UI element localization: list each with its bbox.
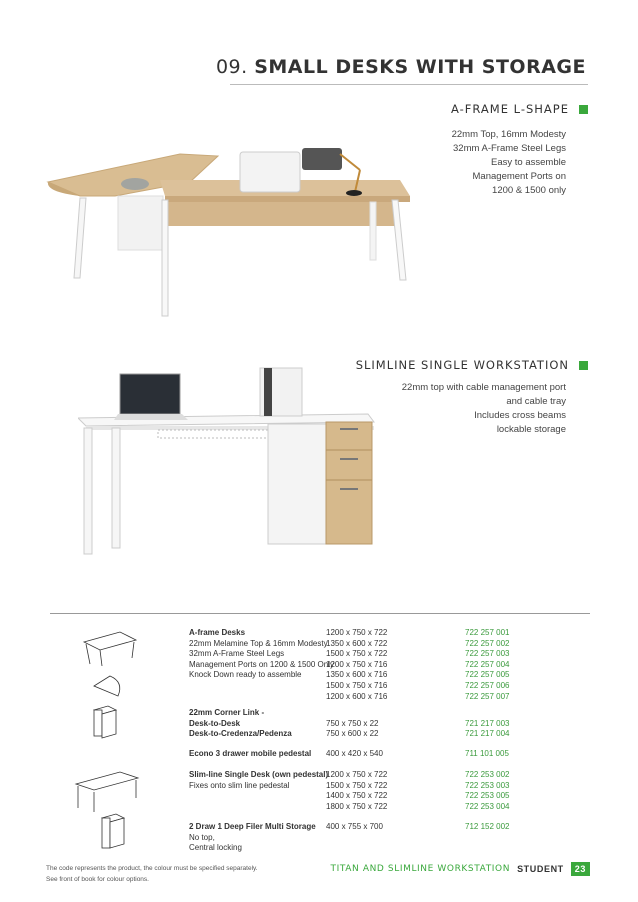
product-name: Desk-to-Credenza/Pedenza xyxy=(189,729,292,739)
size-cell: 1500 x 750 x 722 xyxy=(326,780,388,790)
table-group-corner-codes xyxy=(465,719,510,740)
code-cell: 722 257 003 xyxy=(465,649,510,659)
pedestal-thumbnail xyxy=(90,704,120,740)
feature-line: Includes cross beams xyxy=(474,410,566,421)
code-cell: 722 253 002 xyxy=(465,770,510,779)
table-group-slimline-codes xyxy=(465,770,510,812)
aframe-desk-thumbnail xyxy=(80,628,140,668)
table-group-pedestal-desc xyxy=(189,749,311,760)
section-heading-slimline xyxy=(356,358,588,372)
size-cell: 1500 x 750 x 722 xyxy=(326,649,388,659)
footer-note xyxy=(46,863,258,885)
aframe-desk-photo xyxy=(40,140,420,320)
product-spec: Central locking xyxy=(189,843,242,853)
product-spec: Knock Down ready to assemble xyxy=(189,670,302,680)
table-group-pedestal-size xyxy=(326,749,383,760)
code-cell: 721 217 003 xyxy=(465,718,510,728)
page-title xyxy=(216,56,586,78)
code-cell: 722 257 005 xyxy=(465,670,510,680)
footer-student-text: STUDENT xyxy=(517,864,564,874)
table-rule xyxy=(50,613,590,614)
table-group-corner-sizes xyxy=(326,719,378,740)
code-cell: 722 253 003 xyxy=(465,780,510,790)
footer-note-line: See front of book for colour options. xyxy=(46,876,149,883)
feature-line: Easy to assemble xyxy=(491,157,566,168)
feature-line: 1200 & 1500 only xyxy=(492,185,566,196)
section-heading-aframe xyxy=(451,102,588,116)
table-group-filer-code xyxy=(465,822,510,833)
product-spec: Fixes onto slim line pedestal xyxy=(189,780,290,790)
slimline-desk-thumbnail xyxy=(72,768,142,814)
size-cell: 750 x 750 x 22 xyxy=(326,718,379,728)
table-group-filer-desc xyxy=(189,822,316,854)
size-cell: 400 x 420 x 540 xyxy=(326,749,383,758)
size-cell: 1200 x 600 x 716 xyxy=(326,691,388,701)
product-name: A-frame Desks xyxy=(189,628,246,637)
code-cell: 722 257 002 xyxy=(465,638,510,648)
code-cell: 722 253 005 xyxy=(465,791,510,801)
slimline-features xyxy=(402,381,566,437)
title-rule xyxy=(230,84,588,85)
table-group-slimline-desc xyxy=(189,770,328,791)
size-cell: 1200 x 750 x 722 xyxy=(326,628,388,637)
code-cell: 722 257 004 xyxy=(465,659,510,669)
code-cell: 722 253 004 xyxy=(465,801,510,811)
feature-line: Management Ports on xyxy=(472,171,566,182)
product-name: 22mm Corner Link - xyxy=(189,708,265,717)
table-group-aframe-desc xyxy=(189,628,334,681)
table-group-pedestal-code xyxy=(465,749,509,760)
table-group-aframe-codes xyxy=(465,628,510,702)
green-square-icon xyxy=(579,105,588,114)
code-cell: 722 257 001 xyxy=(465,628,510,637)
slimline-desk-photo xyxy=(78,366,378,566)
product-spec: 22mm Melamine Top & 16mm Modesty xyxy=(189,638,328,648)
corner-link-thumbnail xyxy=(92,672,128,702)
feature-line: and cable tray xyxy=(506,396,566,407)
table-group-aframe-sizes xyxy=(326,628,387,702)
code-cell: 722 257 007 xyxy=(465,691,510,701)
product-spec: Management Ports on 1200 & 1500 Only xyxy=(189,659,334,669)
size-cell: 1350 x 600 x 716 xyxy=(326,670,388,680)
footer-brand-text: TITAN AND SLIMLINE WORKSTATION xyxy=(330,864,511,874)
section-heading-text: A-FRAME L-SHAPE xyxy=(451,102,569,116)
filer-thumbnail xyxy=(100,812,128,852)
table-group-filer-size xyxy=(326,822,383,833)
size-cell: 1200 x 750 x 716 xyxy=(326,659,388,669)
section-number: 09. xyxy=(215,56,248,78)
size-cell: 400 x 755 x 700 xyxy=(326,822,383,831)
size-cell: 1350 x 600 x 722 xyxy=(326,638,388,648)
page-number: 23 xyxy=(571,862,590,876)
footer-brand xyxy=(331,862,590,876)
code-cell: 722 257 006 xyxy=(465,680,510,690)
size-cell: 1800 x 750 x 722 xyxy=(326,801,388,811)
product-spec: No top, xyxy=(189,832,215,842)
product-name: Slim-line Single Desk (own pedestal) xyxy=(189,770,329,779)
table-group-corner-desc xyxy=(189,708,292,740)
size-cell: 1500 x 750 x 716 xyxy=(326,680,388,690)
green-square-icon xyxy=(579,361,588,370)
table-group-slimline-sizes xyxy=(326,770,387,812)
product-name: Econo 3 drawer mobile pedestal xyxy=(189,749,312,758)
size-cell: 1200 x 750 x 722 xyxy=(326,770,388,779)
size-cell: 1400 x 750 x 722 xyxy=(326,791,388,801)
code-cell: 721 217 004 xyxy=(465,729,510,739)
section-title: SMALL DESKS WITH STORAGE xyxy=(254,56,586,78)
section-heading-text: SLIMLINE SINGLE WORKSTATION xyxy=(355,358,569,372)
aframe-features xyxy=(452,128,566,198)
feature-line: lockable storage xyxy=(496,424,566,435)
size-cell: 750 x 600 x 22 xyxy=(326,729,379,739)
feature-line: 32mm A-Frame Steel Legs xyxy=(453,143,566,154)
feature-line: 22mm top with cable management port xyxy=(401,382,566,393)
feature-line: 22mm Top, 16mm Modesty xyxy=(451,129,566,140)
product-name: Desk-to-Desk xyxy=(189,718,241,728)
code-cell: 711 101 005 xyxy=(465,749,509,758)
code-cell: 712 152 002 xyxy=(465,822,510,831)
product-spec: 32mm A-Frame Steel Legs xyxy=(189,649,285,659)
footer-note-line: The code represents the product, the colour must be specified separately. xyxy=(46,865,258,872)
product-name: 2 Draw 1 Deep Filer Multi Storage xyxy=(189,822,316,831)
